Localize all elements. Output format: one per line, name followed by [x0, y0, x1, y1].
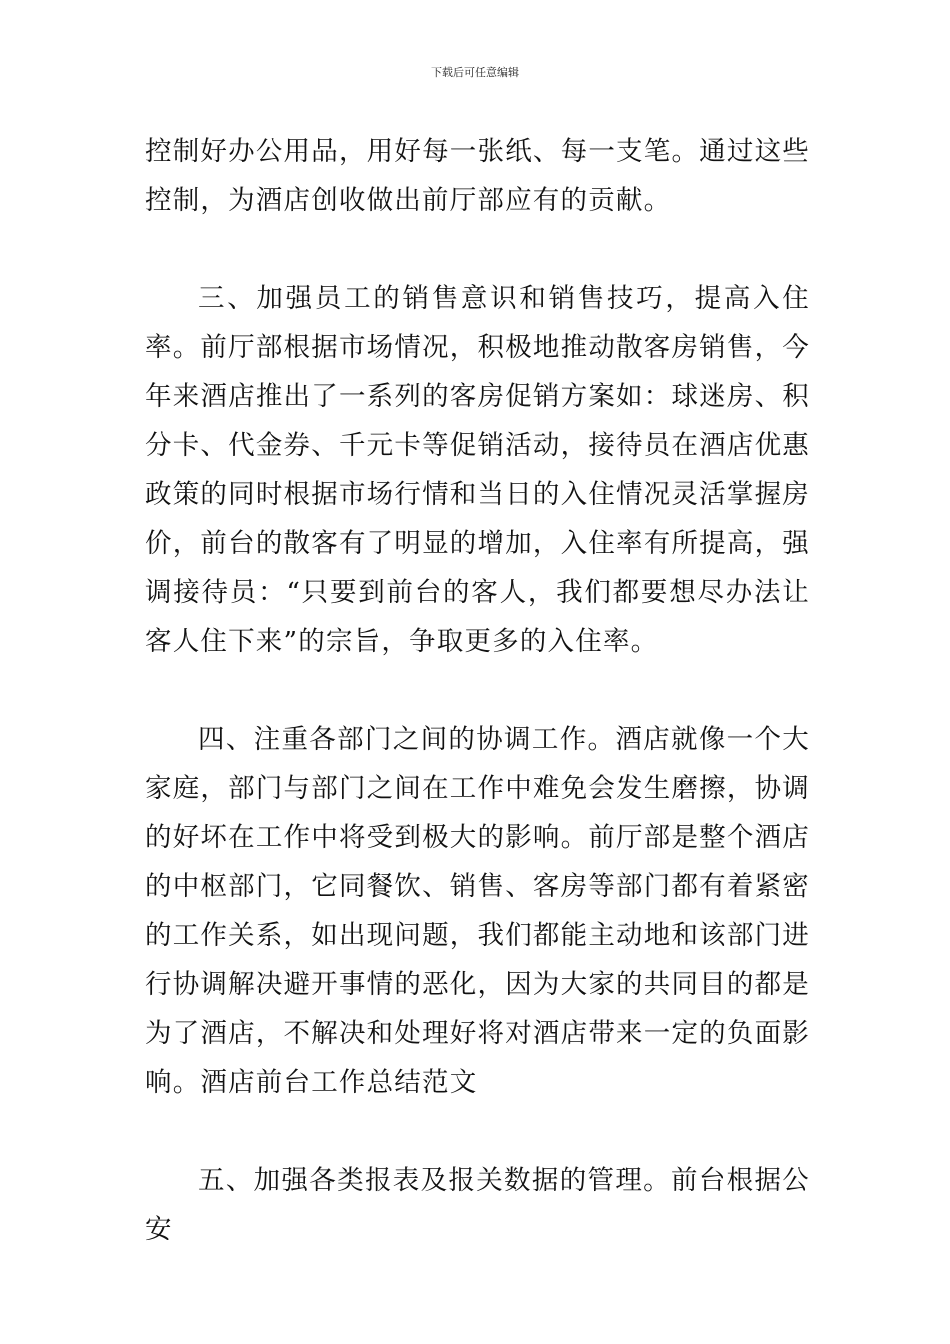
paragraph-office-supplies: 控制好办公用品，用好每一张纸、每一支笔。通过这些控制，为酒店创收做出前厅部应有的贡献。 — [145, 136, 810, 216]
paragraph-report-management: 五、加强各类报表及报关数据的管理。前台根据公安 — [145, 1165, 810, 1245]
paragraph-department-coordination: 四、注重各部门之间的协调工作。酒店就像一个大家庭，部门与部门之间在工作中难免会发生磨擦，协调的好坏在工作中将受到极大的影响。前厅部是整个酒店的中枢部门，它同餐饮、销售、客房等部门都有着紧密的工作关系，如出现问题，我们都能主动地和该部门进行协调解决避开事情的恶化，因为大家的共同目的都是为了酒店，不解决和处理好将对酒店带来一定的负面影响。酒店前台工作总结范文 — [145, 724, 810, 1098]
paragraph-sales-awareness: 三、加强员工的销售意识和销售技巧，提高入住率。前厅部根据市场情况，积极地推动散客房销售，今年来酒店推出了一系列的客房促销方案如：球迷房、积分卡、代金券、千元卡等促销活动，接待员在酒店优惠政策的同时根据市场行情和当日的入住情况灵活掌握房价，前台的散客有了明显的增加，入住率有所提高，强调接待员：“只要到前台的客人，我们都要想尽办法让客人住下来”的宗旨，争取更多的入住率。 — [145, 283, 810, 657]
document-body — [145, 127, 810, 1254]
page-header: 下载后可任意编辑 — [431, 66, 519, 79]
